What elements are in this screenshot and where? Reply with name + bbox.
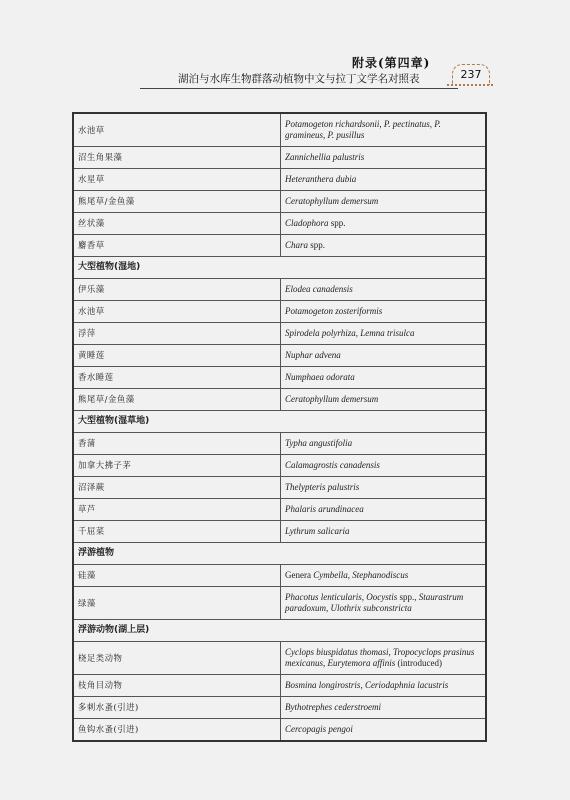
table-row [73, 697, 486, 719]
table-row [73, 455, 486, 477]
chinese-name: 枝角目动物 [73, 675, 281, 697]
table-row [73, 213, 486, 235]
table-row [73, 587, 486, 620]
page-number-ornament [447, 84, 493, 94]
table-row [73, 169, 486, 191]
chinese-name: 香水睡莲 [73, 367, 281, 389]
chinese-name: 硅藻 [73, 565, 281, 587]
chinese-name: 麝香草 [73, 235, 281, 257]
chinese-name: 伊乐藻 [73, 279, 281, 301]
chinese-name: 千屈菜 [73, 521, 281, 543]
chinese-name: 绿藻 [73, 587, 281, 620]
section-row [73, 620, 486, 642]
chinese-name: 香蒲 [73, 433, 281, 455]
latin-name: Calamagrostis canadensis [281, 455, 487, 477]
latin-name: Potamogeton richardsonii, P. pectinatus, P. gramineus, P. pusillus [281, 113, 487, 147]
latin-name: Bythotrephes cederstroemi [281, 697, 487, 719]
chinese-name: 桡足类动物 [73, 642, 281, 675]
table-row [73, 675, 486, 697]
page-number: 237 [452, 64, 490, 85]
chinese-name: 浮萍 [73, 323, 281, 345]
chinese-name: 丝状藻 [73, 213, 281, 235]
table-row [73, 147, 486, 169]
section-row [73, 257, 486, 279]
table-row [73, 499, 486, 521]
chinese-name: 熊尾草/金鱼藻 [73, 389, 281, 411]
table-row [73, 345, 486, 367]
latin-name: Ceratophyllum demersum [281, 191, 487, 213]
latin-name: Lythrum salicaria [281, 521, 487, 543]
chinese-name: 黄睡莲 [73, 345, 281, 367]
latin-name: Chara spp. [281, 235, 487, 257]
table-row [73, 113, 486, 147]
latin-name: Cladophora spp. [281, 213, 487, 235]
running-title: 湖泊与水库生物群落动植物中文与拉丁文学名对照表 [178, 73, 420, 85]
chinese-name: 水池草 [73, 113, 281, 147]
table-row [73, 433, 486, 455]
table-body [73, 113, 486, 741]
latin-name: Heteranthera dubia [281, 169, 487, 191]
table-row [73, 367, 486, 389]
chinese-name: 鱼钩水蚤(引进) [73, 719, 281, 742]
chinese-name: 加拿大拂子茅 [73, 455, 281, 477]
chinese-name: 水池草 [73, 301, 281, 323]
header-divider [140, 88, 458, 89]
table-row [73, 389, 486, 411]
section-heading: 浮游植物 [73, 543, 486, 565]
latin-name: Elodea canadensis [281, 279, 487, 301]
section-heading: 大型植物(湿地) [73, 257, 486, 279]
latin-name: Ceratophyllum demersum [281, 389, 487, 411]
chinese-name: 水星草 [73, 169, 281, 191]
table-row [73, 191, 486, 213]
table-row [73, 642, 486, 675]
species-name-table [72, 112, 487, 742]
latin-name: Nuphar advena [281, 345, 487, 367]
table-row [73, 301, 486, 323]
chinese-name: 多刺水蚤(引进) [73, 697, 281, 719]
section-row [73, 411, 486, 433]
table-row [73, 521, 486, 543]
table-row [73, 477, 486, 499]
section-heading: 浮游动物(湖上层) [73, 620, 486, 642]
section-heading: 大型植物(湿草地) [73, 411, 486, 433]
table-row [73, 235, 486, 257]
section-row [73, 543, 486, 565]
latin-name: Cercopagis pengoi [281, 719, 487, 742]
chinese-name: 沼泽蕨 [73, 477, 281, 499]
latin-name: Typha angustifolia [281, 433, 487, 455]
chapter-heading: 附录(第四章) [352, 56, 431, 70]
table-row [73, 565, 486, 587]
table-row [73, 323, 486, 345]
chinese-name: 沼生角果藻 [73, 147, 281, 169]
latin-name: Zannichellia palustris [281, 147, 487, 169]
latin-name: Genera Cymbella, Stephanodiscus [281, 565, 487, 587]
latin-name: Cyclops biuspidatus thomasi, Tropocyclops prasinus mexicanus, Eurytemora affinis (introduced) [281, 642, 487, 675]
latin-name: Phacotus lenticularis, Oocystis spp., Staurastrum paradoxum, Ulothrix subconstricta [281, 587, 487, 620]
table-row [73, 279, 486, 301]
table-row [73, 719, 486, 742]
chinese-name: 草芦 [73, 499, 281, 521]
latin-name: Potamogeton zosteriformis [281, 301, 487, 323]
latin-name: Spirodela polyrhiza, Lemna trisulca [281, 323, 487, 345]
latin-name: Thelypteris palustris [281, 477, 487, 499]
latin-name: Bosmina longirostris, Ceriodaphnia lacustris [281, 675, 487, 697]
latin-name: Numphaea odorata [281, 367, 487, 389]
latin-name: Phalaris arundinacea [281, 499, 487, 521]
chinese-name: 熊尾草/金鱼藻 [73, 191, 281, 213]
